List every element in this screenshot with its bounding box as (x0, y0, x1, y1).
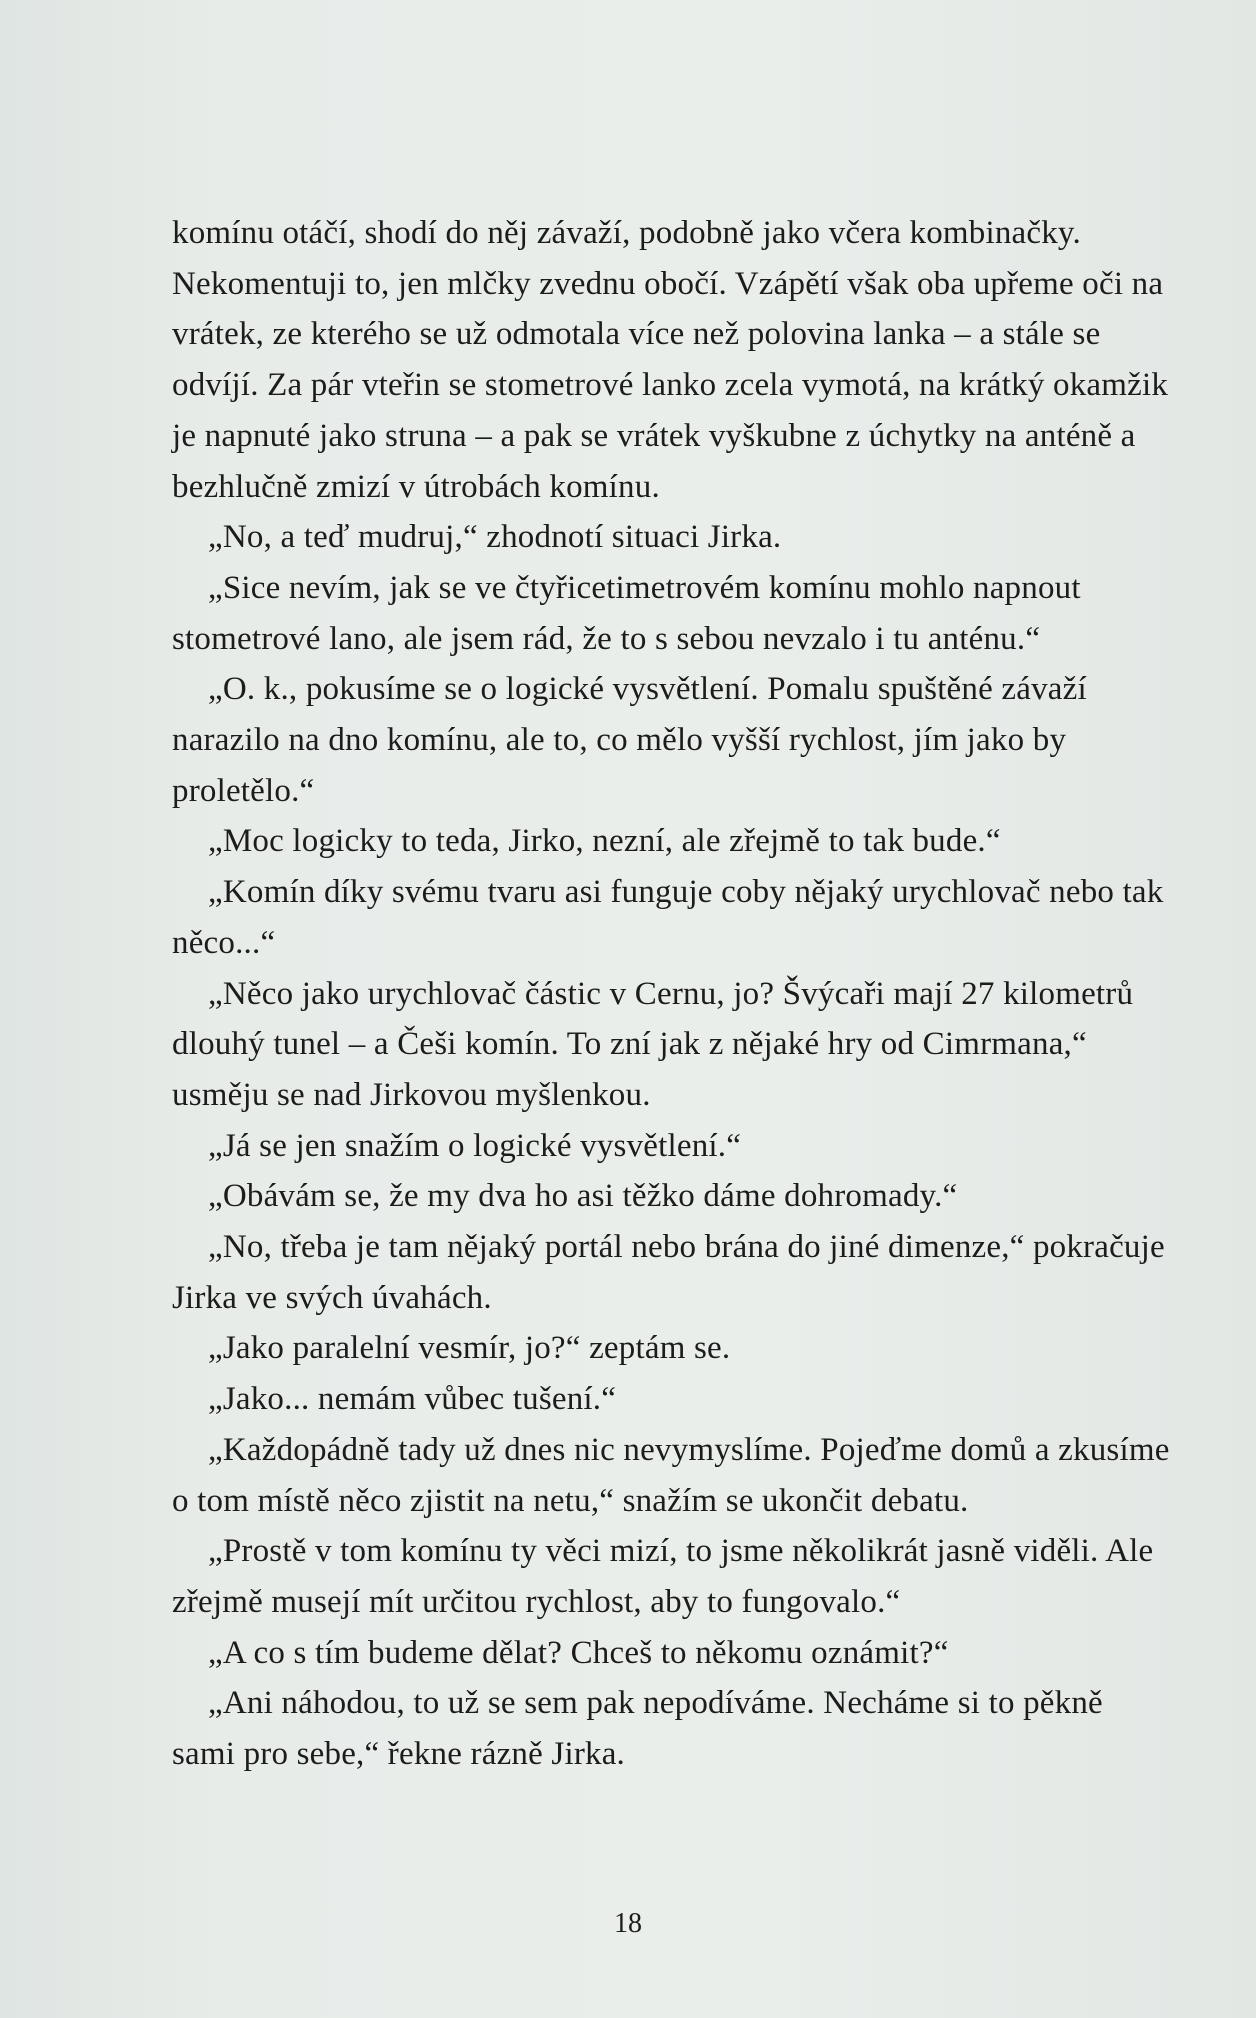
paragraph: „Já se jen snažím o logické vysvětlení.“ (208, 1127, 742, 1164)
paragraph: „Sice nevím, jak se ve čtyřicetimetrovém komínu mohlo napnout stometrové lano, ale jsem rád, že to s sebou nevzalo i tu anténu.“ (172, 569, 1081, 657)
paragraph: „No, a teď mudruj,“ zhodnotí situaci Jirka. (208, 519, 782, 556)
paragraph: „Prostě v tom komínu ty věci mizí, to jsme několikrát jasně viděli. Ale zřejmě musejí mít určitou rychlost, aby to fungovalo.“ (172, 1533, 1154, 1620)
paragraph: „A co s tím budeme dělat? Chceš to někomu oznámit?“ (208, 1634, 949, 1671)
paragraph: „No, třeba je tam nějaký portál nebo brána do jiné dimenze,“ pokračuje Jirka ve svých úvahách. (172, 1229, 1165, 1316)
paragraph: „O. k., pokusíme se o logické vysvětlení. Pomalu spuštěné závaží narazilo na dno komínu, ale to, co mělo vyšší rychlost, jím jako by proletělo.“ (172, 671, 1087, 809)
paragraph: „Jako paralelní vesmír, jo?“ zeptám se. (208, 1330, 731, 1367)
paragraph: „Něco jako urychlovač částic v Cernu, jo? Švýcaři mají 27 kilometrů dlouhý tunel – a Češi komín. To zní jak z nějaké hry od Cimrmana,“ usměju se nad Jirkovou myšlenkou. (172, 975, 1134, 1113)
paragraph: „Obávám se, že my dva ho asi těžko dáme dohromady.“ (208, 1178, 958, 1215)
page-number: 18 (614, 1908, 642, 1939)
paragraph: „Moc logicky to teda, Jirko, nezní, ale zřejmě to tak bude.“ (208, 823, 1001, 860)
paragraph: „Ani náhodou, to už se sem pak nepodíváme. Necháme si to pěkně sami pro sebe,“ řekne rázně Jirka. (172, 1685, 1103, 1773)
paragraph: „Jako... nemám vůbec tušení.“ (208, 1381, 617, 1418)
paragraph: „Komín díky svému tvaru asi funguje coby nějaký urychlovač nebo tak něco...“ (172, 874, 1164, 961)
paragraph: komínu otáčí, shodí do něj závaží, podobně jako včera kombinačky. Nekomentuji to, jen mlčky zvednu obočí. Vzápětí však oba upřeme oči na vrátek, ze kterého se už odmotala více než polovina lanka – a stále se odvíjí. Za pár vteřin se stometrové lanko zcela vymotá, na krátký okamžik je napnuté jako struna – a pak se vrátek vyškubne z úchytky na anténě a bezhlučně zmizí v útrobách komínu. (172, 215, 1169, 505)
paragraph: „Každopádně tady už dnes nic nevymyslíme. Pojeďme domů a zkusíme o tom místě něco zjistit na netu,“ snažím se ukončit debatu. (172, 1431, 1170, 1519)
body-text (172, 208, 1172, 1780)
